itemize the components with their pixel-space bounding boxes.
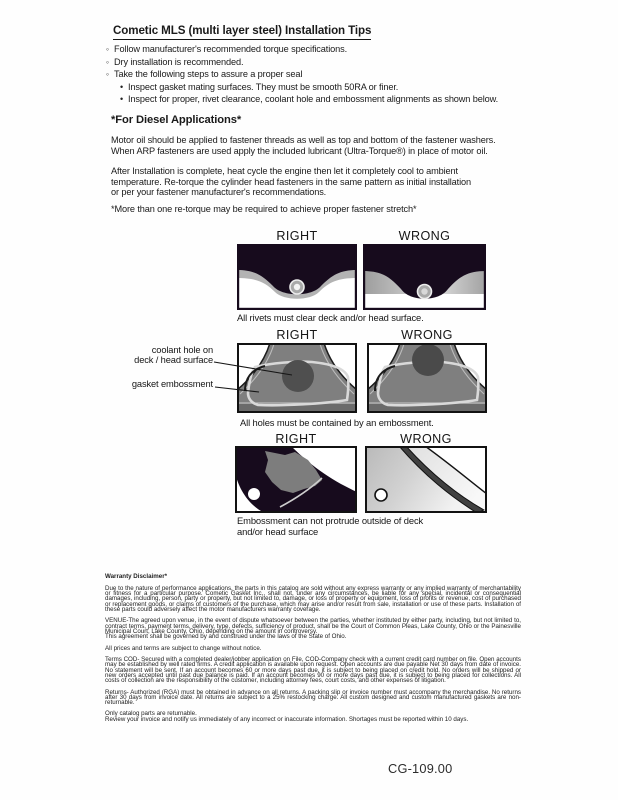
hole-right-panel (237, 343, 357, 413)
gasket-embossment-label: gasket embossment (131, 379, 213, 389)
rivet-right-panel (237, 244, 357, 310)
right-label: RIGHT (276, 328, 318, 342)
list-item (106, 81, 498, 94)
wrong-label: WRONG (401, 328, 453, 342)
figure-caption: All rivets must clear deck and/or head surface. (237, 312, 424, 323)
paragraph-line: or per your fastener manufacturer's recommendations. (111, 187, 327, 198)
hole-wrong-diagram (367, 343, 487, 413)
hole-right-diagram (237, 343, 357, 413)
wrong-label: WRONG (398, 229, 451, 243)
paragraph-heat-cycle (111, 166, 471, 198)
list-item (106, 56, 498, 69)
tip-text: Inspect gasket mating surfaces. They must be smooth 50RA or finer. (128, 81, 399, 92)
paragraph-line: temperature. Re-torque the cylinder head fasteners in the same pattern as initial installation (111, 176, 471, 187)
tip-text: Follow manufacturer's recommended torque specifications. (114, 44, 347, 54)
list-item (106, 43, 498, 56)
diesel-applications-heading: *For Diesel Applications* (111, 114, 242, 126)
right-label: RIGHT (275, 432, 317, 446)
legal-paragraph: Review your invoice and notify us immediately of any incorrect or inaccurate information. Shortages must be reported within 10 days. (105, 715, 469, 723)
retorque-note (111, 204, 416, 215)
protrusion-right-panel (235, 446, 357, 513)
figure-caption: Embossment can not protrude outside of deck and/or head surface (237, 515, 424, 537)
dot-bullet-icon: • (120, 94, 124, 104)
protrusion-wrong-panel (365, 446, 487, 513)
legal-paragraph: Terms COD- Secured with a completed dealer/jobber application on File, COD-Company check with a current credit card number on file. Open accounts may be established by well rated firms. A credit application is available upon request. Open accounts are due payable Net 30 days from date of invoice. No statement will be sent. If an account becomes 60 or more days past due, it is subject to being placed on credit hold. No orders will be shipped or new orders accepted until past due balance is paid. If an account becomes 90 or more days past due, it is subject to being placed for collections. All costs of collection are the responsibility of the customer, including attorney fees, court costs, and other expenses of litigation. (105, 656, 521, 684)
bolt-hole (248, 488, 260, 500)
protrusion-right-diagram (235, 446, 357, 513)
warranty-disclaimer-heading: Warranty Disclaimer* (105, 573, 168, 580)
right-label: RIGHT (276, 229, 318, 243)
coolant-hole (412, 344, 444, 376)
protrusion-wrong-diagram (365, 446, 487, 513)
rivet-wrong-diagram (363, 244, 486, 310)
coolant-hole (282, 360, 314, 392)
circle-bullet-icon: ◦ (106, 69, 109, 79)
coolant-hole-label: coolant hole on deck / head surface (134, 345, 213, 366)
legal-paragraph: Due to the nature of performance applications, the parts in this catalog are sold without any express warranty or any implied warranty of merchantability or fitness for a particular purpose. Cometic Gasket Inc., shall not, under any circumstances, be liable for any special, incidental or consequential damages, including, person, party or property, but not limited to, damage, or loss of property or equipment, loss of profits or revenue, cost of purchased or replacement goods, or claims of customers of the purchase, which may arise and/or result from sale, installation or use of these parts. Installation of these parts could adversely affect the motor manufacturers warranty coverage. (105, 585, 521, 613)
paragraph-motor-oil (111, 135, 496, 156)
list-item (106, 68, 498, 81)
list-item (106, 93, 498, 106)
paragraph-line: *More than one re-torque may be required to achieve proper fastener stretch* (111, 204, 417, 214)
hole-wrong-panel (367, 343, 487, 413)
figure-hole-embossment (237, 328, 489, 433)
tip-text: Inspect for proper, rivet clearance, coolant hole and embossment alignments as shown below. (128, 94, 499, 104)
tip-text: Take the following steps to assure a proper seal (114, 69, 303, 79)
legal-paragraph: All prices and terms are subject to change without notice. (105, 644, 262, 652)
legal-paragraph: Returns- Authorized (RGA) must be obtained in advance on all returns. A packing slip or invoice number must accompany the merchandise. No returns after 30 days from invoice date. All returns are subject to a 25% restocking charge. All custom designed and custom manufactured gaskets are non-returnable. (105, 688, 521, 706)
circle-bullet-icon: ◦ (106, 56, 109, 67)
tip-text: Dry installation is recommended. (114, 56, 244, 67)
rivet-wrong-panel (363, 244, 486, 310)
legal-paragraph: Only catalog parts are returnable. (105, 710, 197, 718)
legal-paragraph: VENUE-The agreed upon venue, in the event of dispute whatsoever between the parties, whether instituted by either party, including, but not limited to, contract terms, payment terms, delivery, type, defects, sufficiency of product, shall be the Court of Common Pleas, Lake County, Ohio or the Painesville Municipal Court, Lake County, Ohio, depending on the amount in controversy. (105, 617, 521, 635)
bolt-hole (375, 489, 387, 501)
legal-paragraph: This agreement shall be governed by and construed under the laws of the State of Ohio. (105, 632, 347, 640)
page-title: Cometic MLS (multi layer steel) Installation Tips (113, 24, 371, 40)
paragraph-line: Motor oil should be applied to fastener threads as well as top and bottom of the fastener washers. (111, 135, 496, 145)
paragraph-line: When ARP fasteners are used apply the included lubricant (Ultra-Torque®) in place of motor oil. (111, 145, 488, 156)
figure-caption: All holes must be contained by an embossment. (240, 417, 434, 428)
dot-bullet-icon: • (120, 81, 124, 92)
document-code: CG-109.00 (388, 761, 453, 776)
figure-embossment-protrusion (235, 432, 489, 542)
rivet-right-diagram (237, 244, 357, 310)
figure-rivet-clearance (237, 229, 489, 329)
legal-fine-print (105, 574, 521, 728)
installation-tips-list (106, 43, 498, 106)
wrong-label: WRONG (400, 432, 452, 446)
circle-bullet-icon: ◦ (106, 44, 109, 54)
paragraph-line: After Installation is complete, heat cycle the engine then let it completely cool to ambient (111, 166, 458, 176)
